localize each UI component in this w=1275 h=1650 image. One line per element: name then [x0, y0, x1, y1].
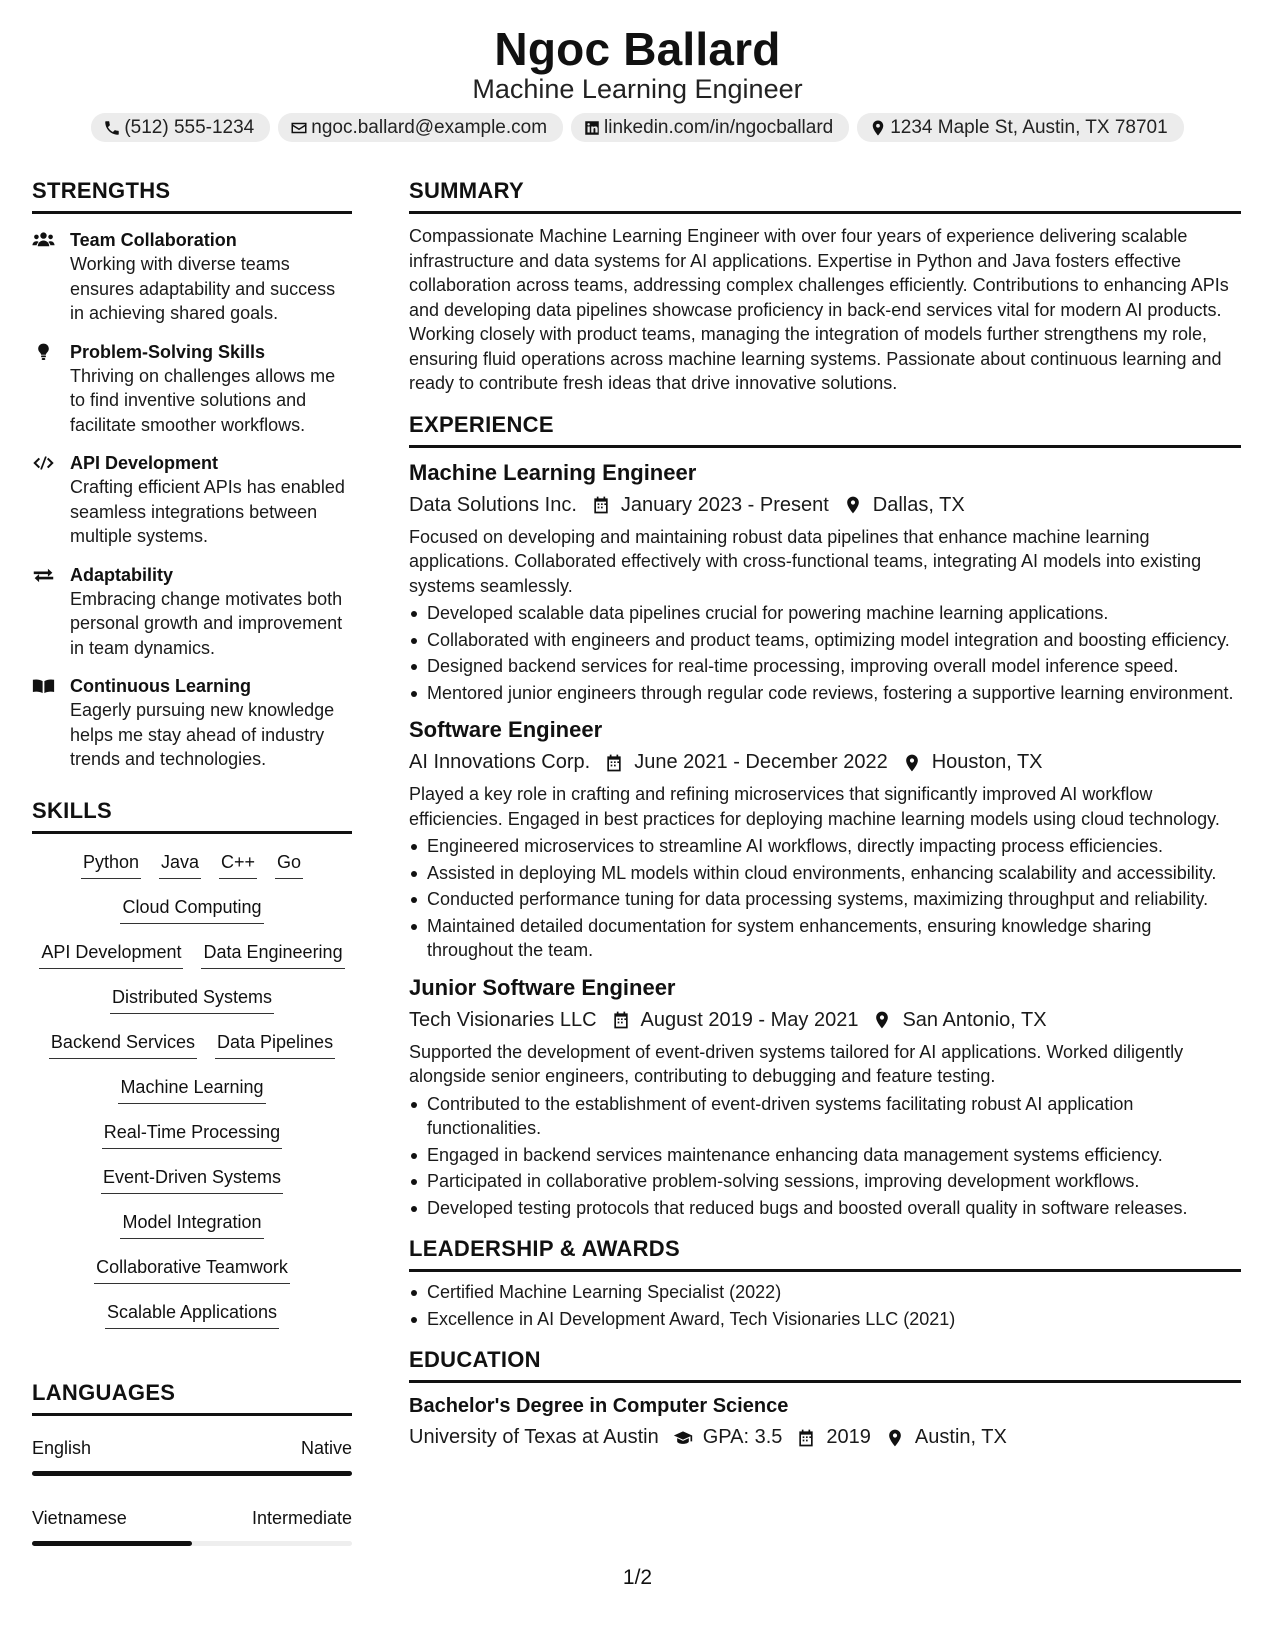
- location-icon: [902, 753, 922, 773]
- job-bullet: Mentored junior engineers through regular code reviews, fostering a supportive learning environment.: [409, 681, 1241, 706]
- calendar-icon: [796, 1428, 816, 1448]
- award-item: Excellence in AI Development Award, Tech Visionaries LLC (2021): [409, 1307, 1241, 1332]
- leadership-title: LEADERSHIP & AWARDS: [409, 1236, 1241, 1272]
- job-description: Focused on developing and maintaining robust data pipelines that enhance machine learning applications. Collaborated effectively with cross-functional teams, integrating AI models into existing systems seamlessly.: [409, 526, 1202, 596]
- candidate-name: Ngoc Ballard: [494, 23, 781, 75]
- strength-text: Crafting efficient APIs has enabled seamless integrations between multiple systems.: [70, 477, 345, 546]
- skill-tag: Go: [275, 849, 303, 879]
- lightbulb-icon: [32, 342, 55, 362]
- job-entry: [409, 975, 1241, 1221]
- contact-address-text: 1234 Maple St, Austin, TX 78701: [890, 116, 1168, 138]
- skill-tag: Cloud Computing: [120, 894, 263, 924]
- job-description: Played a key role in crafting and refining microservices that significantly improved AI workflow efficiencies. Engaged in best practices for deploying machine learning models using cloud technology.: [409, 784, 1220, 829]
- strength-text: Eagerly pursuing new knowledge helps me stay ahead of industry trends and technologies.: [70, 700, 335, 769]
- leadership-list: [409, 1280, 1241, 1331]
- job-bullet: Engaged in backend services maintenance enhancing data management systems efficiency.: [409, 1143, 1241, 1168]
- job-bullet: Conducted performance tuning for data processing systems, maximizing throughput and reliability.: [409, 887, 1241, 912]
- job-dates: June 2021 - December 2022: [634, 751, 888, 773]
- contact-phone-text: (512) 555-1234: [124, 116, 255, 138]
- job-dates: January 2023 - Present: [620, 493, 829, 516]
- strength-heading: Team Collaboration: [70, 230, 237, 250]
- job-entry: [409, 460, 1241, 706]
- job-title: Machine Learning Engineer: [409, 459, 697, 485]
- job-meta: [409, 1009, 1241, 1032]
- strength-item: [32, 674, 352, 772]
- education-degree: Bachelor's Degree in Computer Science: [409, 1395, 789, 1417]
- contact-bar: [0, 113, 1275, 142]
- skill-tag: Scalable Applications: [105, 1299, 279, 1329]
- language-level: Intermediate: [251, 1507, 352, 1528]
- strength-text: Working with diverse teams ensures adaptability and success in achieving shared goals.: [70, 254, 336, 323]
- education-year: 2019: [826, 1426, 871, 1448]
- skill-tag: Distributed Systems: [110, 984, 274, 1014]
- skills-list: [32, 849, 352, 1344]
- graduation-cap-icon: [673, 1428, 693, 1448]
- language-proficiency-bar: [32, 1541, 352, 1546]
- job-bullet: Contributed to the establishment of event-driven systems facilitating robust AI application functionalities.: [409, 1092, 1241, 1141]
- job-bullet: Engineered microservices to streamline AI workflows, directly impacting process efficiencies.: [409, 834, 1241, 859]
- language-level: Native: [300, 1437, 352, 1458]
- language-name: Vietnamese: [32, 1507, 127, 1528]
- location-icon: [885, 1428, 905, 1448]
- skill-tag: Data Engineering: [201, 939, 344, 969]
- strength-heading: Problem-Solving Skills: [70, 341, 266, 362]
- contact-linkedin[interactable]: [571, 113, 849, 142]
- strength-heading: API Development: [70, 453, 219, 473]
- strength-heading: Adaptability: [70, 564, 174, 585]
- education-location: Austin, TX: [914, 1426, 1007, 1448]
- language-proficiency-fill: [32, 1541, 192, 1546]
- strength-item: [32, 228, 352, 326]
- job-bullet: Developed scalable data pipelines crucial for powering machine learning applications.: [409, 601, 1241, 626]
- strength-text: Thriving on challenges allows me to find inventive solutions and facilitate smoother workflows.: [70, 365, 336, 435]
- skill-tag: Python: [81, 849, 141, 879]
- users-icon: [32, 230, 55, 250]
- strength-item: [32, 451, 352, 549]
- language-proficiency-bar: [32, 1471, 352, 1476]
- award-item: Certified Machine Learning Specialist (2022): [409, 1280, 1241, 1305]
- job-bullet: Collaborated with engineers and product teams, optimizing model integration and boosting efficiency.: [409, 628, 1241, 653]
- job-company: AI Innovations Corp.: [409, 751, 591, 773]
- calendar-icon: [591, 495, 611, 515]
- linkedin-icon: [583, 119, 601, 137]
- job-description: Supported the development of event-driven systems tailored for AI applications. Worked diligently alongside senior engineers, contributing to debugging and feature testing.: [409, 1041, 1184, 1086]
- skill-tag: Backend Services: [49, 1029, 197, 1059]
- skill-tag: Real-Time Processing: [102, 1119, 282, 1149]
- education-title: EDUCATION: [409, 1347, 1241, 1383]
- strength-text: Embracing change motivates both personal growth and improvement in team dynamics.: [70, 588, 343, 658]
- job-company: Tech Visionaries LLC: [409, 1008, 597, 1031]
- phone-icon: [103, 119, 121, 137]
- strength-item: [32, 340, 352, 438]
- contact-phone[interactable]: [91, 113, 270, 142]
- job-dates: August 2019 - May 2021: [640, 1008, 859, 1031]
- job-location: Houston, TX: [931, 751, 1043, 773]
- book-open-icon: [32, 676, 55, 696]
- language-row: [32, 1508, 352, 1529]
- arrows-exchange-icon: [32, 565, 55, 585]
- job-bullets: [409, 601, 1241, 705]
- summary-text: Compassionate Machine Learning Engineer with over four years of experience delivering scalable infrastructure and data systems for AI applications. Expertise in Python and Java fosters effective collaboration across teams, addressing complex challenges efficiently. Contributions to enhancing APIs and developing data pipelines showcase proficiency in back-end services vital for modern AI products. Working closely with product teams, managing the integration of models further strengthens my role, ensuring fluid operations across machine learning systems. Passionate about continuous learning and ready to contribute fresh ideas that drive innovative solutions.: [409, 226, 1229, 393]
- languages-title: LANGUAGES: [32, 1380, 352, 1416]
- calendar-icon: [611, 1010, 631, 1030]
- skill-tag: Model Integration: [120, 1209, 263, 1239]
- code-icon: [32, 453, 55, 473]
- skill-tag: Collaborative Teamwork: [94, 1254, 290, 1284]
- envelope-icon: [290, 119, 308, 137]
- calendar-icon: [604, 753, 624, 773]
- experience-title: EXPERIENCE: [409, 412, 1241, 448]
- left-column: [32, 178, 352, 1546]
- right-column: [409, 178, 1241, 1449]
- strength-heading: Continuous Learning: [70, 676, 251, 696]
- job-title: Software Engineer: [409, 717, 603, 742]
- job-meta: [409, 494, 1241, 517]
- language-row: [32, 1438, 352, 1459]
- contact-linkedin-text: linkedin.com/in/ngocballard: [604, 116, 834, 138]
- contact-email-text: ngoc.ballard@example.com: [311, 116, 548, 138]
- job-location: Dallas, TX: [872, 493, 965, 516]
- skill-tag: API Development: [39, 939, 183, 969]
- skill-tag: C++: [219, 849, 257, 879]
- skill-tag: Machine Learning: [118, 1074, 265, 1104]
- education-school: University of Texas at Austin: [409, 1426, 659, 1448]
- job-location: San Antonio, TX: [902, 1008, 1047, 1031]
- job-bullet: Developed testing protocols that reduced bugs and boosted overall quality in software releases.: [409, 1196, 1241, 1221]
- job-company: Data Solutions Inc.: [409, 493, 577, 516]
- summary-title: SUMMARY: [409, 178, 1241, 214]
- location-icon: [872, 1010, 892, 1030]
- education-meta: [409, 1426, 1241, 1449]
- strengths-title: STRENGTHS: [32, 178, 352, 214]
- job-bullet: Participated in collaborative problem-solving sessions, improving development workflows.: [409, 1169, 1241, 1194]
- education-gpa: GPA: 3.5: [702, 1426, 783, 1448]
- language-proficiency-fill: [32, 1471, 352, 1476]
- job-title: Junior Software Engineer: [409, 974, 676, 1000]
- contact-address[interactable]: [857, 113, 1183, 142]
- location-icon: [869, 119, 887, 137]
- language-name: English: [32, 1437, 92, 1458]
- skills-title: SKILLS: [32, 798, 352, 834]
- strength-item: [32, 563, 352, 661]
- job-bullet: Maintained detailed documentation for system enhancements, ensuring knowledge sharing throughout the team.: [409, 914, 1241, 963]
- job-entry: [409, 717, 1241, 963]
- skill-tag: Data Pipelines: [215, 1029, 335, 1059]
- skill-tag: Event-Driven Systems: [101, 1164, 283, 1194]
- location-icon: [843, 495, 863, 515]
- job-bullets: [409, 834, 1241, 963]
- page-number: 1/2: [622, 1566, 653, 1589]
- job-bullet: Assisted in deploying ML models within cloud environments, enhancing scalability and accessibility.: [409, 861, 1241, 886]
- job-bullets: [409, 1092, 1241, 1221]
- contact-email[interactable]: [278, 113, 563, 142]
- job-bullet: Designed backend services for real-time processing, improving overall model inference speed.: [409, 654, 1241, 679]
- skill-tag: Java: [159, 849, 201, 879]
- candidate-title: Machine Learning Engineer: [472, 74, 803, 104]
- job-meta: [409, 751, 1241, 774]
